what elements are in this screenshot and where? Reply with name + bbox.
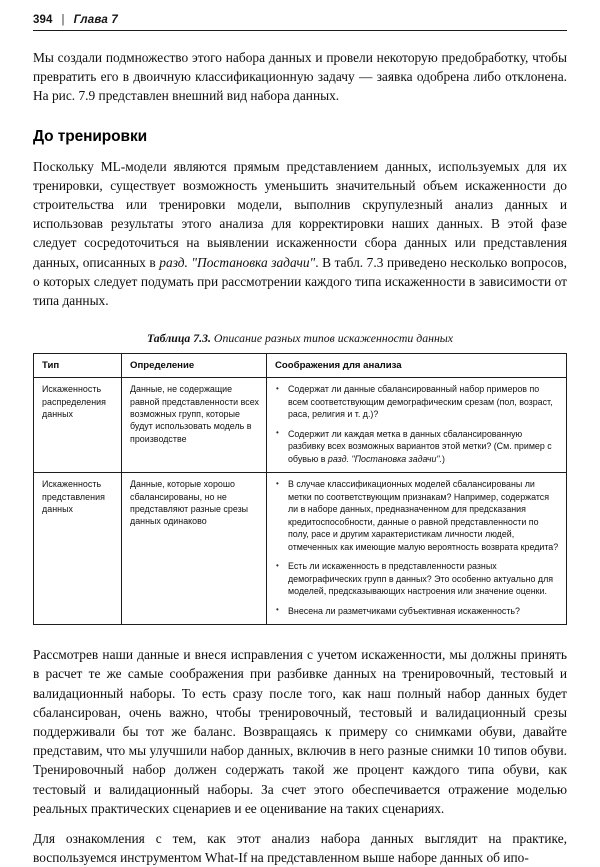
chapter-title: Глава 7: [73, 14, 118, 26]
list-item-text: Есть ли искаженность в представленности разных демографических групп в данных? Это особенно актуально для моделей, предсказывающих настроения или значение оценки.: [288, 561, 554, 597]
table-row: [34, 378, 567, 473]
list-item: [275, 478, 559, 553]
list-item-text: Содержат ли данные сбалансированный набор примеров по всем соответствующим демографическим срезам (пол, возраст, раса, религия и т. д.)?: [288, 384, 553, 420]
paragraph-intro: Мы создали подмножество этого набора данных и провели некоторую предобработку, чтобы превратить его в двоичную классификационную задачу — заявка одобрена либо отклонена. На рис. 7.9 представлен внешний вид набора данных.: [33, 50, 567, 104]
list-item: [275, 560, 559, 598]
table-caption-label: Таблица 7.3.: [146, 331, 211, 346]
list-item: [275, 383, 559, 421]
inline-italic-problem-statement: разд. "Постановка задачи": [159, 254, 316, 270]
list-item-italic: разд. "Постановка задачи".: [327, 453, 443, 464]
cell-type: Искаженность распределения данных: [34, 378, 122, 473]
paragraph-before-training-part1: Поскольку ML-модели являются прямым представлением данных, используемых для их тренировки, существует возможность уменьшить значительный объем искаженности до строительства или тренировки модели, выполнив скрупулезный анализ данных и использовав результаты этого анализа для корректировки наших данных. В этой фазе следует сосредоточиться на выявлении искаженности сбора данных или представления данных, описанных в: [33, 158, 567, 270]
page-number: 394: [33, 14, 53, 26]
table-caption: [33, 331, 567, 346]
considerations-list: [275, 383, 559, 465]
paragraph-before-training-part2: . В табл. 7.3 приведено несколько вопросов, о которых следует подумать при рассмотрении каждого типа искаженности в зависимости от типа данных.: [33, 254, 567, 309]
column-header-definition: Определение: [122, 354, 267, 378]
list-item: [275, 605, 559, 618]
list-item-text: Внесена ли разметчиками субъективная искаженность?: [288, 605, 520, 616]
list-item: [275, 428, 559, 466]
paragraph-after-table-1: Рассмотрев наши данные и внеся исправления с учетом искаженности, мы должны принять в расчет те же самые соображения при разбивке данных на тренировочный, тестовый и валидационный наборы. То есть сразу после того, как наш полный набор данных будет сбалансирован, очень важно, чтобы тренировочный, тестовый и валидационный срезы поддерживали бы тот же баланс. Возвращаясь к примеру со снимками обуви, давайте представим, что мы улучшили набор данных, включив в него разные снимки 10 типов обуви. Тренировочный набор должен содержать такой же процент каждого типа обуви, как тестовый и валидационный наборы. За счет этого обеспечивается отражение моделью реальных практических сценариев и ее оценивание на таких сценариях.: [33, 647, 567, 816]
cell-considerations: [267, 378, 567, 473]
section-heading-before-training: До тренировки: [33, 127, 148, 145]
paragraph-after-table-2: Для ознакомления с тем, как этот анализ набора данных выглядит на практике, воспользуемся инструментом What-If на представленном выше наборе данных об ипо-: [33, 831, 567, 866]
running-head: [33, 0, 567, 31]
list-item-text: Содержит ли каждая метка в данных сбалансированную разбивку всех возможных вариантов этой метки? (См. пример с обувью в: [288, 428, 552, 464]
paragraph-before-training: [33, 157, 567, 311]
list-item-text: В случае классификационных моделей сбалансированы ли метки по соответствующим признакам? Например, содержатся ли в наборе данных, предназначенном для предсказания кредитоспособности, данные о равной представленности по полу, расе и другим характеристикам личности людей, отмеченных как имеющие малую вероятность возврата кредита?: [288, 479, 559, 552]
cell-type: Искаженность представления данных: [34, 473, 122, 625]
cell-considerations: [267, 473, 567, 625]
column-header-considerations: Соображения для анализа: [267, 354, 567, 378]
table-row: [34, 473, 567, 625]
table-caption-text: Описание разных типов искаженности данных: [213, 331, 454, 346]
cell-definition: Данные, которые хорошо сбалансированы, но не представляют разные срезы данных одинаково: [122, 473, 267, 625]
considerations-list: [275, 478, 559, 617]
bias-types-table: [33, 353, 567, 625]
table-header-row: [34, 354, 567, 378]
running-head-separator: |: [61, 14, 65, 26]
cell-definition: Данные, не содержащие равной представленности всех возможных групп, которые будут использовать модель в производстве: [122, 378, 267, 473]
list-item-text-end: ): [442, 453, 445, 464]
column-header-type: Тип: [34, 354, 122, 378]
